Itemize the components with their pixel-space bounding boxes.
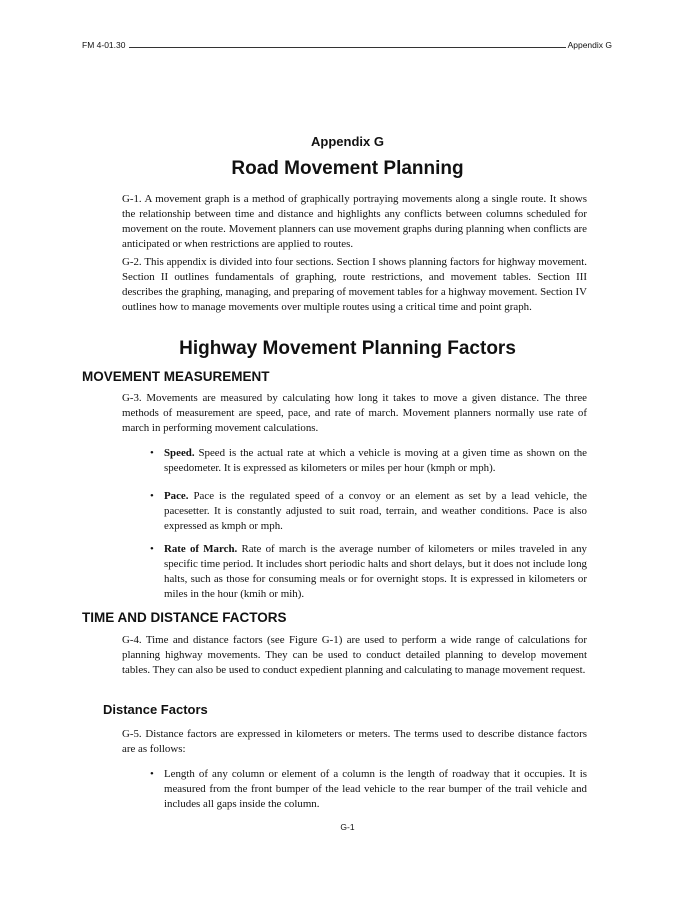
bullet-column-length xyxy=(150,767,587,812)
bullet-icon: • xyxy=(150,768,154,780)
bullet-term: Speed. xyxy=(164,447,195,459)
header-left: FM 4-01.30 xyxy=(82,40,126,50)
bullet-icon: • xyxy=(150,490,154,502)
page-title: Road Movement Planning xyxy=(231,158,464,179)
bullet-text: Length of any column or element of a column is the length of roadway that it occupies. It is measured from the front bumper of the lead vehicle to the rear bumper of the trail vehicle and includes all gaps inside the column. xyxy=(164,768,587,810)
bullet-text: Speed is the actual rate at which a vehicle is moving at a given time as shown on the speedometer. It is expressed as kilometers or miles per hour (kmph or mph). xyxy=(164,447,587,474)
paragraph-g2: G-2. This appendix is divided into four sections. Section I shows planning factors for highway movement. Section II outlines fundamentals of graphing, route restrictions, and movement tables. Section III describes the graphing, managing, and preparing of movement tables for a highway movement. Section IV outlines how to manage movements over multiple routes using a critical time and point graph. xyxy=(122,256,587,313)
paragraph-g1: G-1. A movement graph is a method of graphically portraying movements along a single route. It shows the relationship between time and distance and highlights any conflicts between columns scheduled for movement on the route. Movement planners can use movement graphs during planning when conflicts are anticipated or when restrictions are applied to routes. xyxy=(122,193,587,250)
heading-movement-measurement: MOVEMENT MEASUREMENT xyxy=(82,369,270,384)
bullet-icon: • xyxy=(150,447,154,459)
heading-time-distance: TIME AND DISTANCE FACTORS xyxy=(82,610,287,625)
bullet-icon: • xyxy=(150,543,154,555)
bullet-speed xyxy=(150,446,587,476)
bullet-pace xyxy=(150,489,587,534)
header-rule xyxy=(129,47,565,48)
paragraph-g3: G-3. Movements are measured by calculating how long it takes to move a given distance. The three methods of measurement are speed, pace, and rate of march. Movement planners normally use rate of march in performing movement calculations. xyxy=(122,392,587,434)
section-title: Highway Movement Planning Factors xyxy=(179,338,516,359)
bullet-term: Rate of March. xyxy=(164,543,238,555)
bullet-text: Pace is the regulated speed of a convoy or an element as set by a lead vehicle, the pacesetter. It is constantly adjusted to suit road, terrain, and weather conditions. Pace is also expressed as kmph or mph. xyxy=(164,490,587,532)
bullet-term: Pace. xyxy=(164,490,189,502)
bullet-rate-of-march xyxy=(150,542,587,602)
running-header xyxy=(82,40,612,50)
appendix-label: Appendix G xyxy=(311,134,384,149)
paragraph-g4: G-4. Time and distance factors (see Figure G-1) are used to perform a wide range of calculations for planning highway movements. They can be used to conduct detailed planning to develop movement tables. They can also be used to conduct expedient planning and calculating to manage movement request. xyxy=(122,634,587,676)
header-right: Appendix G xyxy=(567,40,612,50)
heading-distance-factors: Distance Factors xyxy=(103,702,208,717)
bullet-text: Rate of march is the average number of kilometers or miles traveled in any specific time period. It includes short periodic halts and short delays, but it does not include long halts, such as those for consuming meals or for overnight stops. It is expressed in kilometers or miles in the hour (kmih or mih). xyxy=(164,543,587,600)
page-number: G-1 xyxy=(340,822,355,832)
paragraph-g5: G-5. Distance factors are expressed in kilometers or meters. The terms used to describe distance factors are as follows: xyxy=(122,728,587,755)
